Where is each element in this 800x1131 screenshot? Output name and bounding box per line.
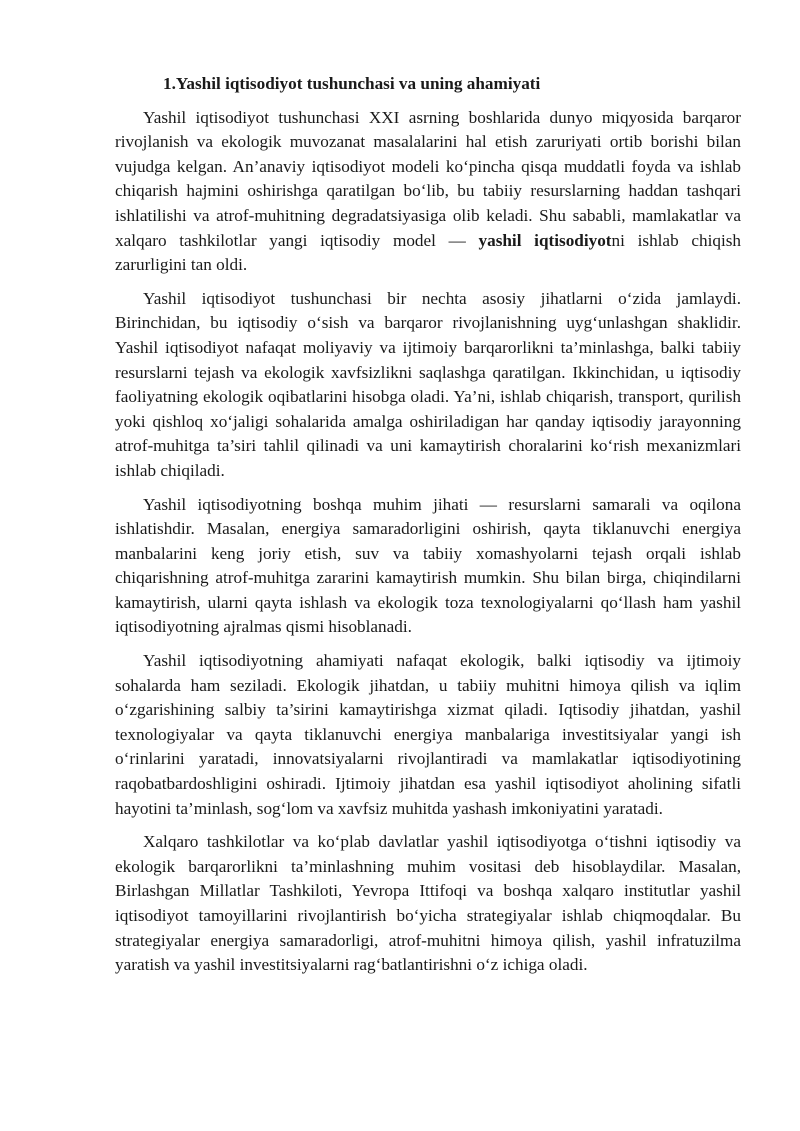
paragraph-1-bold-term: yashil iqtisodiyot — [478, 230, 612, 250]
paragraph-1-text-end: ni ishlab chiqish zarurligini tan oldi. — [115, 230, 741, 275]
paragraph-4: Yashil iqtisodiyotning ahamiyati nafaqat ekologik, balki iqtisodiy va ijtimoiy sohalarda ham seziladi. Ekologik jihatdan, u tabiiy muhitni himoya qilish va iqlim o‘zgarishining salbiy ta’sirini kamaytirishga xizmat qiladi. Iqtisodiy jihatdan, yashil texnologiyalar va qayta tiklanuvchi energiya manbalariga investitsiyalar yangi ish o‘rinlarini yaratadi, innovatsiyalarni rivojlantiradi va mamlakatlar iqtisodiyotining raqobatbardoshligini oshiradi. Ijtimoiy jihatdan esa yashil iqtisodiyot aholining sifatli hayotini ta’minlash, sog‘lom va xavfsiz muhitda yashash imkoniyatini yaratadi. — [115, 651, 741, 818]
paragraph-1 — [115, 106, 741, 278]
document-page — [115, 72, 741, 987]
section-heading: 1.Yashil iqtisodiyot tushunchasi va uning ahamiyati — [163, 74, 541, 93]
paragraph-3: Yashil iqtisodiyotning boshqa muhim jihati — resurslarni samarali va oqilona ishlatishdir. Masalan, energiya samaradorligini oshirish, qayta tiklanuvchi energiya manbalarini keng joriy etish, suv va tabiiy xomashyolarni tejash orqali ishlab chiqarishning atrof-muhitga zararini kamaytirish mumkin. Shu bilan birga, chiqindilarni kamaytirish, ularni qayta ishlash va ekologik toza texnologiyalarni qo‘llash ham yashil iqtisodiyotning ajralmas qismi hisoblanadi. — [115, 494, 741, 637]
paragraph-1-text: Yashil iqtisodiyot tushunchasi XXI asrning boshlarida dunyo miqyosida barqaror rivojlanish va ekologik muvozanat masalalarini hal etish zaruriyati ortib borishi bilan vujudga kelgan. An’anaviy iqtisodiyot modeli ko‘pincha qisqa muddatli foyda va ishlab chiqarish hajmini oshirishga qaratilgan bo‘lib, bu tabiiy resurslarning haddan tashqari ishlatilishi va atrof-muhitning degradatsiyasiga olib keladi. Shu sababli, mamlakatlar va xalqaro tashkilotlar yangi iqtisodiy model — — [115, 107, 741, 250]
paragraph-5: Xalqaro tashkilotlar va ko‘plab davlatlar yashil iqtisodiyotga o‘tishni iqtisodiy va ekologik barqarorlikni ta’minlashning muhim vositasi deb hisoblaydilar. Masalan, Birlashgan Millatlar Tashkiloti, Yevropa Ittifoqi va boshqa xalqaro institutlar yashil iqtisodiyot tamoyillarini rivojlantirish bo‘yicha strategiyalar ishlab chiqmoqdalar. Bu strategiyalar energiya samaradorligi, atrof-muhitni himoya qilish, yashil infratuzilma yaratish va yashil investitsiyalarni rag‘batlantirishni o‘z ichiga oladi. — [115, 832, 741, 975]
paragraph-2: Yashil iqtisodiyot tushunchasi bir nechta asosiy jihatlarni o‘zida jamlaydi. Birinchidan, bu iqtisodiy o‘sish va barqaror rivojlanishning uyg‘unlashgan shaklidir. Yashil iqtisodiyot nafaqat moliyaviy va ijtimoiy barqarorlikni ta’minlashga, balki tabiiy resurslarni tejash va ekologik xavfsizlikni saqlashga qaratilgan. Ikkinchidan, u iqtisodiy faoliyatning ekologik oqibatlarini hisobga oladi. Ya’ni, ishlab chiqarish, transport, qurilish yoki qishloq xo‘jaligi sohalarida amalga oshiriladigan har qanday iqtisodiy jarayonning atrof-muhitga ta’siri tahlil qilinadi va uni kamaytirish choralarini ko‘rish mexanizmlari ishlab chiqiladi. — [115, 288, 741, 480]
